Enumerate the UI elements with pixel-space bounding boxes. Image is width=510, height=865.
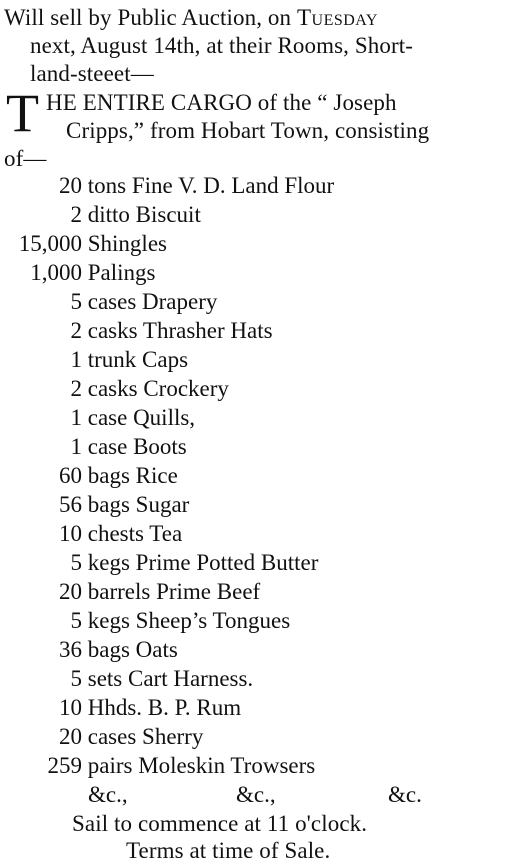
item-description: case Quills, bbox=[87, 405, 196, 430]
etc-3: &c. bbox=[388, 782, 422, 807]
list-item bbox=[0, 433, 187, 461]
list-item bbox=[0, 636, 178, 664]
list-item bbox=[0, 462, 178, 490]
list-item bbox=[0, 375, 229, 403]
list-item bbox=[0, 230, 167, 258]
item-quantity: 2 bbox=[70, 318, 82, 343]
etc-1: &c., bbox=[88, 782, 128, 807]
list-item bbox=[0, 491, 189, 519]
cargo-line-1: HE ENTIRE CARGO of the “ Joseph bbox=[46, 90, 397, 115]
list-item bbox=[0, 723, 203, 751]
sale-time-notice: Sail to commence at 11 o'clock. bbox=[72, 811, 368, 836]
item-quantity: 2 bbox=[70, 202, 82, 227]
item-description: kegs Sheep’s Tongues bbox=[87, 608, 291, 633]
item-description: trunk Caps bbox=[87, 347, 189, 372]
item-quantity: 60 bbox=[59, 463, 82, 488]
terms-notice: Terms at time of Sale. bbox=[126, 838, 331, 863]
item-quantity: 5 bbox=[70, 608, 82, 633]
item-description: casks Thrasher Hats bbox=[87, 318, 273, 343]
list-item bbox=[0, 752, 315, 780]
item-quantity: 259 bbox=[47, 753, 82, 778]
item-quantity: 1 bbox=[70, 434, 82, 459]
etc-2: &c., bbox=[236, 782, 276, 807]
item-description: Shingles bbox=[87, 231, 167, 256]
item-description: Palings bbox=[87, 260, 156, 285]
list-item bbox=[0, 201, 201, 229]
item-quantity: 20 bbox=[59, 173, 82, 198]
intro-line-3: land-steeet— bbox=[30, 61, 154, 86]
item-quantity: 2 bbox=[70, 376, 82, 401]
list-item bbox=[0, 288, 217, 316]
item-quantity: 5 bbox=[70, 666, 82, 691]
item-quantity: 10 bbox=[59, 695, 82, 720]
list-item bbox=[0, 172, 334, 200]
list-item bbox=[0, 346, 188, 374]
item-quantity: 36 bbox=[59, 637, 82, 662]
item-description: case Boots bbox=[87, 434, 187, 459]
item-description: sets Cart Harness. bbox=[87, 666, 254, 691]
item-quantity: 5 bbox=[70, 550, 82, 575]
cargo-line-3: of— bbox=[4, 146, 47, 171]
item-quantity: 56 bbox=[59, 492, 82, 517]
intro-line-2: next, August 14th, at their Rooms, Short- bbox=[30, 33, 413, 58]
item-description: kegs Prime Potted Butter bbox=[87, 550, 319, 575]
list-item bbox=[0, 259, 155, 287]
list-item bbox=[0, 578, 260, 606]
item-description: bags Oats bbox=[87, 637, 178, 662]
item-quantity: 5 bbox=[70, 289, 82, 314]
list-item bbox=[0, 404, 195, 432]
item-description: cases Drapery bbox=[87, 289, 218, 314]
item-description: tons Fine V. D. Land Flour bbox=[87, 173, 335, 198]
item-description: Hhds. B. P. Rum bbox=[87, 695, 242, 720]
list-item bbox=[0, 607, 290, 635]
list-item bbox=[0, 665, 253, 693]
item-description: bags Sugar bbox=[87, 492, 190, 517]
item-description: bags Rice bbox=[87, 463, 178, 488]
list-item bbox=[0, 694, 241, 722]
item-description: casks Crockery bbox=[87, 376, 229, 401]
item-quantity: 20 bbox=[59, 724, 82, 749]
intro-line-1 bbox=[4, 4, 378, 32]
item-description: cases Sherry bbox=[87, 724, 204, 749]
intro-day: Tuesday bbox=[296, 5, 378, 30]
list-item bbox=[0, 317, 273, 345]
cargo-line-2: Cripps,” from Hobart Town, consisting bbox=[66, 118, 430, 143]
item-quantity: 15,000 bbox=[18, 231, 82, 256]
item-quantity: 1 bbox=[70, 347, 82, 372]
item-quantity: 20 bbox=[59, 579, 82, 604]
list-item bbox=[0, 520, 182, 548]
item-quantity: 1,000 bbox=[30, 260, 82, 285]
item-description: ditto Biscuit bbox=[87, 202, 201, 227]
item-description: barrels Prime Beef bbox=[87, 579, 261, 604]
item-quantity: 10 bbox=[59, 521, 82, 546]
item-description: pairs Moleskin Trowsers bbox=[87, 753, 316, 778]
list-item bbox=[0, 549, 318, 577]
intro-line-1-text: Will sell by Public Auction, on bbox=[4, 5, 297, 30]
drop-cap: T bbox=[6, 83, 39, 143]
item-description: chests Tea bbox=[87, 521, 183, 546]
item-quantity: 1 bbox=[70, 405, 82, 430]
